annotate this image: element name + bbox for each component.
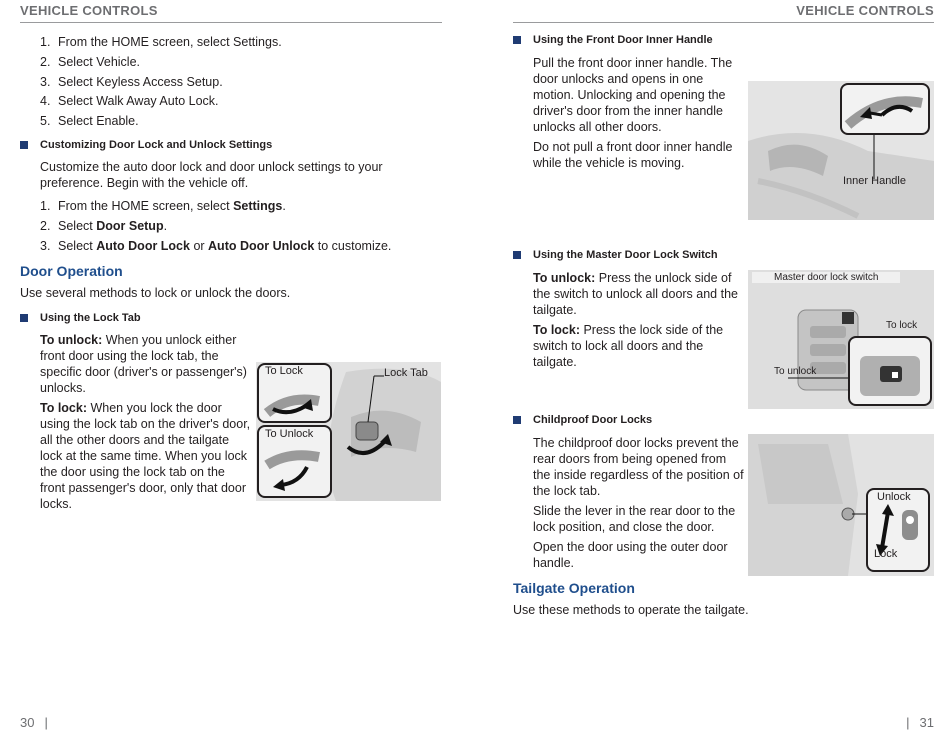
header-rule-left [20, 22, 442, 23]
bullet-square-icon [20, 314, 28, 322]
master-switch-figure [748, 270, 934, 409]
bullet-square-icon [513, 251, 521, 259]
list-item: 1. From the HOME screen, select Settings. [40, 35, 282, 49]
list-item: 5. Select Enable. [40, 114, 139, 129]
master-lock-paragraph: To lock: Press the lock side of the switch to lock all doors and the tailgate. [533, 323, 724, 369]
childproof-paragraph-2: Slide the lever in the rear door to the lock position, and close the door. [533, 504, 736, 534]
childproof-figure [748, 434, 934, 576]
page-number-left: 30 | [20, 715, 48, 730]
lock-tab-figure [256, 362, 441, 501]
bullet-square-icon [513, 36, 521, 44]
unlock-paragraph: To unlock: When you unlock either front door using the lock tab, the specific door (driver's or passenger's) unlocks. [40, 333, 247, 396]
childproof-text [533, 435, 746, 571]
master-unlock-paragraph: To unlock: Press the unlock side of the switch to unlock all doors and the tailgate. [533, 271, 738, 317]
door-operation-title: Door Operation [20, 263, 123, 280]
unlock-label: Unlock [877, 491, 911, 503]
to-lock-label: To Lock [265, 365, 303, 377]
lock-label: Lock [874, 548, 898, 560]
door-setup-steps [40, 197, 445, 256]
list-item: 1. From the HOME screen, select Settings. [40, 198, 286, 213]
master-switch-heading: Using the Master Door Lock Switch [513, 248, 933, 262]
inner-handle-heading: Using the Front Door Inner Handle [513, 33, 938, 47]
bullet-square-icon [20, 141, 28, 149]
list-item: 2. Select Door Setup. [40, 218, 168, 233]
master-switch-title: Master door lock switch [752, 272, 900, 283]
inner-handle-warning: Do not pull a front door inner handle while the vehicle is moving. [533, 140, 733, 170]
master-switch-text [533, 270, 746, 370]
inner-handle-text [533, 55, 746, 171]
door-operation-text: Use several methods to lock or unlock the doors. [20, 286, 291, 301]
childproof-paragraph-1: The childproof door locks prevent the rear doors from being opened from the inside regardless of the position of the lock tab. [533, 436, 744, 498]
master-switch-inset [848, 336, 932, 406]
customize-text: Customize the auto door lock and door unlock settings to your preference. Begin with the vehicle off. [40, 159, 383, 190]
lock-paragraph: To lock: When you lock the door using the lock tab on the driver's door, all the other doors and the tailgate lock at the same time. When you lock the door using the lock tab on the front passenger's door, only that door locks. [40, 401, 251, 512]
lock-tab-heading: Using the Lock Tab [20, 311, 445, 325]
handle-pull-icon [842, 85, 928, 133]
tailgate-text: Use these methods to operate the tailgate. [513, 603, 749, 617]
header-right: VEHICLE CONTROLS [796, 3, 934, 18]
header-left: VEHICLE CONTROLS [20, 3, 158, 18]
lock-tab-text [40, 332, 253, 512]
walk-away-steps [40, 33, 445, 132]
lock-switch-icon [850, 338, 930, 404]
inner-handle-figure [748, 81, 934, 220]
to-unlock-label: To Unlock [265, 428, 314, 440]
bullet-square-icon [513, 416, 521, 424]
lock-tab-label: Lock Tab [384, 367, 428, 379]
childproof-heading: Childproof Door Locks [513, 413, 933, 427]
list-item: 4. Select Walk Away Auto Lock. [40, 94, 219, 109]
header-rule-right [513, 22, 934, 23]
to-unlock-label: To unlock [774, 366, 817, 377]
list-item: 2. Select Vehicle. [40, 54, 140, 69]
childproof-paragraph-3: Open the door using the outer door handle. [533, 540, 728, 570]
tailgate-title: Tailgate Operation [513, 580, 635, 596]
inner-handle-paragraph: Pull the front door inner handle. The door unlocks and opens in one motion. Unlocking and opening the driver's door from the inner handle unlocks all other doors. [533, 56, 733, 134]
inner-handle-inset [840, 83, 930, 135]
page-number-right: | 31 [906, 715, 934, 730]
to-lock-label: To lock [886, 320, 918, 331]
list-item: 3. Select Keyless Access Setup. [40, 74, 223, 89]
inner-handle-label: Inner Handle [843, 175, 906, 187]
customize-heading: Customizing Door Lock and Unlock Settings [20, 138, 445, 152]
list-item: 3. Select Auto Door Lock or Auto Door Unlock to customize. [40, 238, 392, 253]
